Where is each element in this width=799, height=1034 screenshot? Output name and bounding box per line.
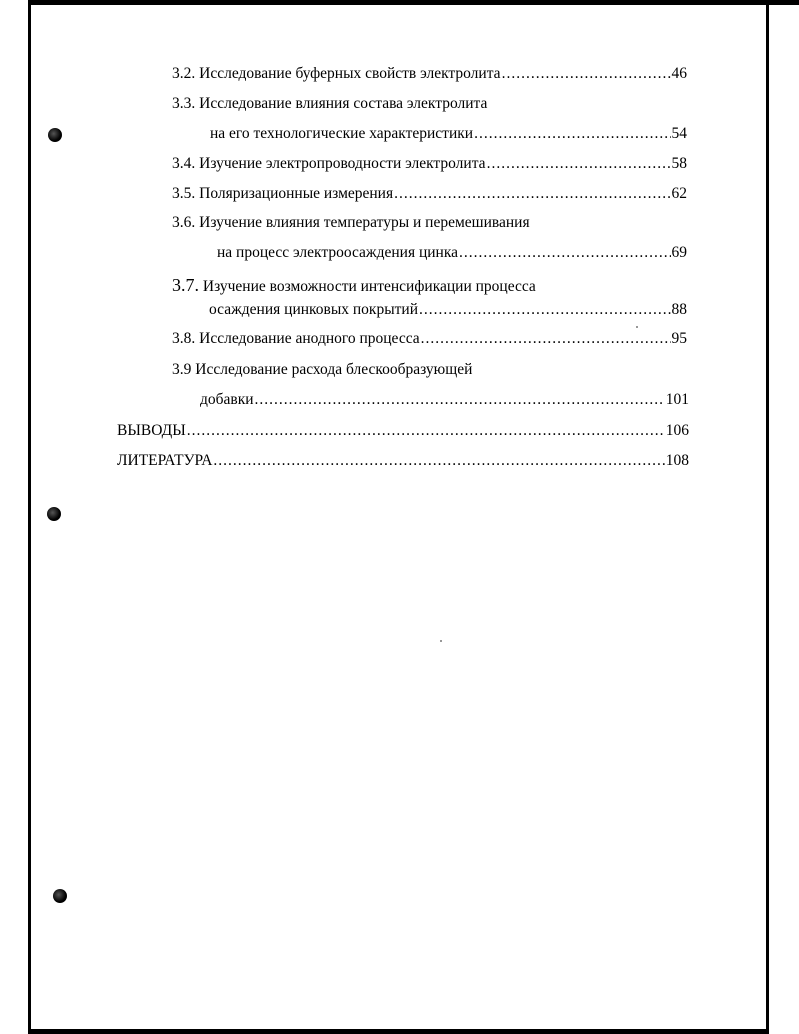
dot-leader <box>419 300 671 320</box>
toc-entry-number: 3.7. <box>172 275 199 295</box>
punch-hole-mark <box>53 889 67 903</box>
dot-leader <box>421 329 671 349</box>
toc-entry-title: 3.2. Исследование буферных свойств электролита <box>172 65 501 82</box>
toc-entry-title: 3.5. Поляризационные измерения <box>172 185 394 202</box>
toc-entry-conclusions[interactable] <box>117 421 689 441</box>
toc-entry-3-8[interactable] <box>172 329 687 349</box>
toc-entry-3-9[interactable] <box>200 390 689 410</box>
toc-entry-3-4[interactable] <box>172 154 687 174</box>
toc-entry-title: 3.8. Исследование анодного процесса <box>172 330 420 347</box>
toc-page-number: 106 <box>665 422 689 439</box>
toc-page-number: 69 <box>671 244 687 261</box>
toc-entry-literature[interactable] <box>117 451 689 471</box>
toc-page-number: 62 <box>671 185 687 202</box>
dot-leader <box>187 421 665 441</box>
toc-page-number: 88 <box>671 301 687 318</box>
scan-border-bottom <box>28 1029 769 1034</box>
dot-leader <box>459 243 670 263</box>
toc-page-number: 108 <box>665 452 689 469</box>
punch-hole-mark <box>48 128 62 142</box>
scan-border-right <box>766 0 769 1034</box>
scan-border-left <box>28 0 31 1034</box>
toc-entry-3-5[interactable] <box>172 184 687 204</box>
scan-speck <box>440 640 442 642</box>
toc-entry-title: осаждения цинковых покрытий <box>209 301 418 318</box>
toc-entry-3-3[interactable] <box>210 124 687 144</box>
toc-page-number: 46 <box>671 65 687 82</box>
toc-entry-title: добавки <box>200 391 254 408</box>
dot-leader <box>474 124 670 144</box>
dot-leader <box>502 64 671 84</box>
toc-page-number: 101 <box>665 391 689 408</box>
toc-page-number: 58 <box>671 155 687 172</box>
toc-entry-3-6-title[interactable]: 3.6. Изучение влияния температуры и перемешивания <box>172 214 530 231</box>
scan-speck <box>636 326 638 328</box>
dot-leader <box>213 451 664 471</box>
toc-entry-title: на его технологические характеристики <box>210 125 474 142</box>
punch-hole-mark <box>47 507 61 521</box>
toc-entry-title: ЛИТЕРАТУРА <box>117 452 213 469</box>
dot-leader <box>394 184 670 204</box>
toc-entry-3-6[interactable] <box>217 243 687 263</box>
toc-entry-title: 3.4. Изучение электропроводности электролита <box>172 155 486 172</box>
dot-leader <box>487 154 671 174</box>
toc-entry-3-2[interactable] <box>172 64 687 84</box>
toc-page-number: 95 <box>671 330 687 347</box>
toc-entry-title: Изучение возможности интенсификации процесса <box>202 278 536 295</box>
toc-entry-3-7[interactable] <box>209 300 687 320</box>
toc-entry-title: ВЫВОДЫ <box>117 422 186 439</box>
dot-leader <box>255 390 665 410</box>
toc-page-number: 54 <box>671 125 687 142</box>
scan-border-top <box>28 0 799 5</box>
toc-entry-3-7-title[interactable] <box>172 275 536 297</box>
toc-entry-title: на процесс электроосаждения цинка <box>217 244 459 261</box>
toc-entry-3-9-title[interactable]: 3.9 Исследование расхода блескообразующей <box>172 361 473 378</box>
toc-entry-3-3-title[interactable]: 3.3. Исследование влияния состава электролита <box>172 95 488 112</box>
